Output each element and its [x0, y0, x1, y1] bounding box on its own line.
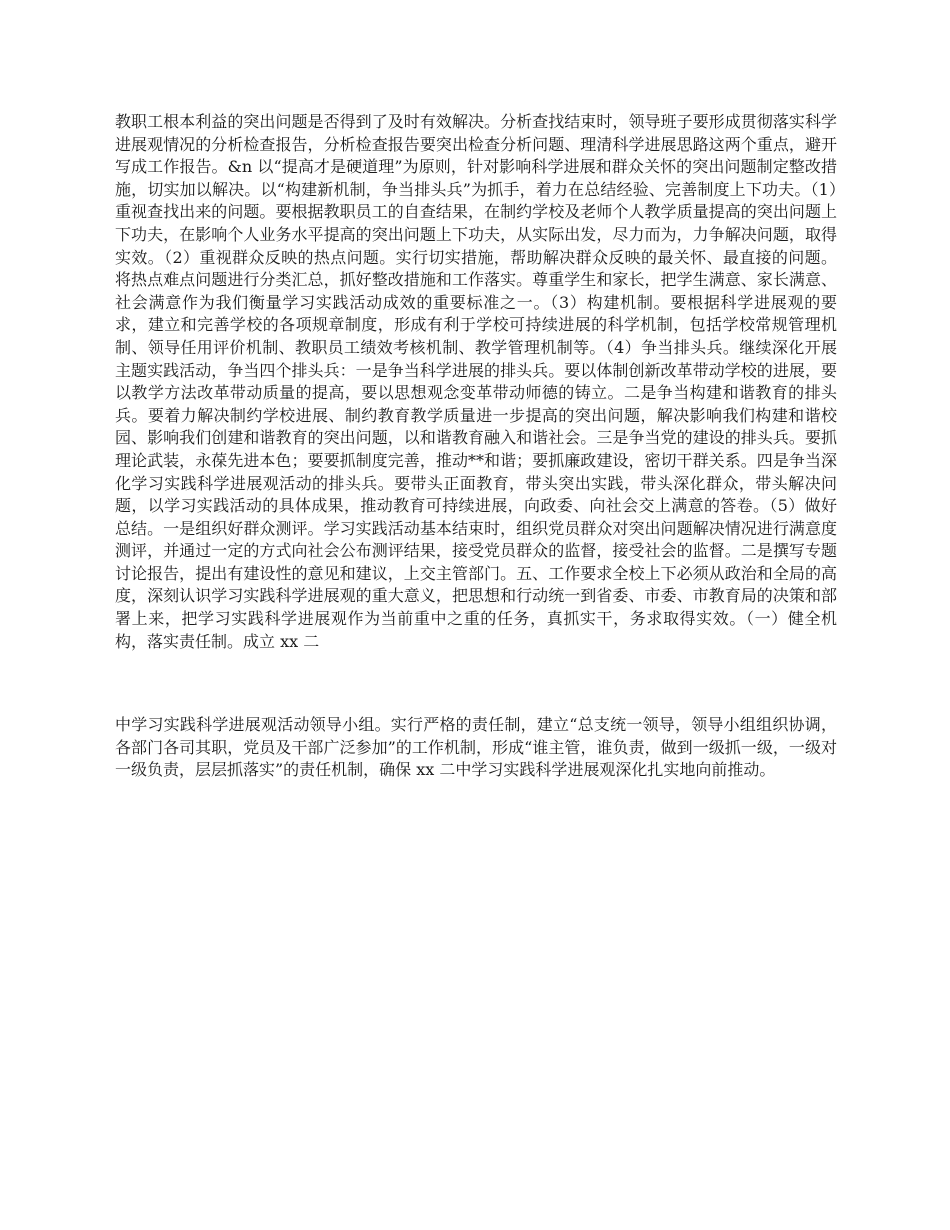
body-paragraph-2: 中学习实践科学进展观活动领导小组。实行严格的责任制，建立“总支统一领导，领导小组组织协调，各部门各司其职，党员及干部广泛参加”的工作机制，形成“谁主管，谁负责，做到一级抓一级，一级对一级负责，层层抓落实”的责任机制，确保 xx 二中学习实践科学进展观深化扎实地向前推动。: [115, 715, 837, 780]
body-paragraph-1: 教职工根本利益的突出问题是否得到了及时有效解决。分析查找结束时，领导班子要形成贯彻落实科学进展观情况的分析检查报告，分析检查报告要突出检查分析问题、理清科学进展思路这两个重点，避开写成工作报告。&n 以“提高才是硬道理”为原则，针对影响科学进展和群众关怀的突出问题制定整改措施，切实加以解决。以“构建新机制，争当排头兵”为抓手，着力在总结经验、完善制度上下功夫。（1）重视查找出来的问题。要根据教职员工的自查结果，在制约学校及老师个人教学质量提高的突出问题上下功夫，在影响个人业务水平提高的突出问题上下功夫，从实际出发，尽力而为，力争解决问题，取得实效。（2）重视群众反映的热点问题。实行切实措施，帮助解决群众反映的最关怀、最直接的问题。将热点难点问题进行分类汇总，抓好整改措施和工作落实。尊重学生和家长，把学生满意、家长满意、社会满意作为我们衡量学习实践活动成效的重要标准之一。（3）构建机制。要根据科学进展观的要求，建立和完善学校的各项规章制度，形成有利于学校可持续进展的科学机制，包括学校常规管理机制、领导任用评价机制、教职员工绩效考核机制、教学管理机制等。（4）争当排头兵。继续深化开展主题实践活动，争当四个排头兵：一是争当科学进展的排头兵。要以体制创新改革带动学校的进展，要以教学方法改革带动质量的提高，要以思想观念变革带动师德的铸立。二是争当构建和谐教育的排头兵。要着力解决制约学校进展、制约教育教学质量进一步提高的突出问题，解决影响我们构建和谐校园、影响我们创建和谐教育的突出问题，以和谐教育融入和谐社会。三是争当党的建设的排头兵。要抓理论武装，永葆先进本色；要要抓制度完善，推动**和谐；要抓廉政建设，密切干群关系。四是争当深化学习实践科学进展观活动的排头兵。要带头正面教育，带头突出实践，带头深化群众，带头解决问题，以学习实践活动的具体成果，推动教育可持续进展，向政委、向社会交上满意的答卷。（5）做好总结。一是组织好群众测评。学习实践活动基本结束时，组织党员群众对突出问题解决情况进行满意度测评，并通过一定的方式向社会公布测评结果，接受党员群众的监督，接受社会的监督。二是撰写专题讨论报告，提出有建设性的意见和建议，上交主管部门。五、工作要求全校上下必须从政治和全局的高度，深刻认识学习实践科学进展观的重大意义，把思想和行动统一到省委、市委、市教育局的决策和部署上来，把学习实践科学进展观作为当前重中之重的任务，真抓实干，务求取得实效。（一）健全机构，落实责任制。成立 xx 二: [115, 112, 837, 651]
